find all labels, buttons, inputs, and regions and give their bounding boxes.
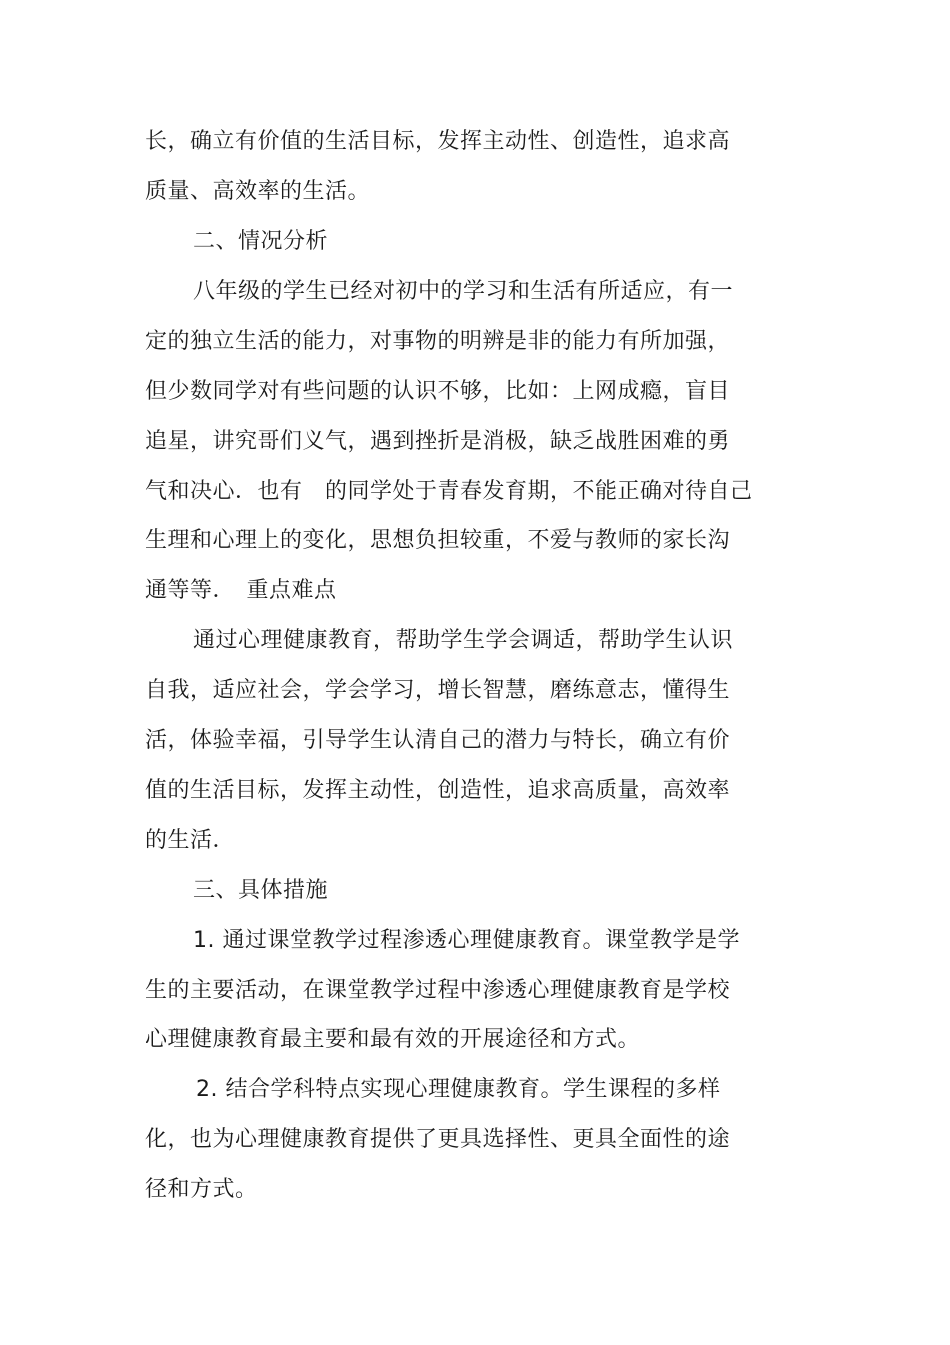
section-heading: 三、具体措施 [193,878,329,903]
paragraph-line: 化，也为心理健康教育提供了更具选择性、更具全面性的途 [145,1127,731,1152]
paragraph-line: 1. 通过课堂教学过程渗透心理健康教育。课堂教学是学 [193,928,740,953]
paragraph-line: 八年级的学生已经对初中的学习和生活有所适应，有一 [193,279,734,304]
paragraph-line: 2. 结合学科特点实现心理健康教育。学生课程的多样 [196,1077,721,1102]
paragraph-line: 的生活． [145,828,236,853]
paragraph-line: 质量、高效率的生活。 [145,179,371,204]
paragraph-line: 通等等． 重点难点 [145,578,337,603]
paragraph-line: 追星，讲究哥们义气，遇到挫折是消极，缺乏战胜困难的勇 [145,429,731,454]
paragraph-line: 心理健康教育最主要和最有效的开展途径和方式。 [145,1027,641,1052]
paragraph-line: 通过心理健康教育，帮助学生学会调适，帮助学生认识 [193,628,734,653]
paragraph-line: 值的生活目标，发挥主动性，创造性，追求高质量，高效率 [145,778,731,803]
paragraph-line: 但少数同学对有些问题的认识不够，比如：上网成瘾，盲目 [145,379,731,404]
paragraph-line: 自我，适应社会，学会学习，增长智慧，磨练意志，懂得生 [145,678,731,703]
paragraph-line: 气和决心．也有 的同学处于青春发育期，不能正确对待自己 [145,479,753,504]
paragraph-line: 生的主要活动，在课堂教学过程中渗透心理健康教育是学校 [145,978,731,1003]
paragraph-line: 活，体验幸福，引导学生认清自己的潜力与特长，确立有价 [145,728,731,753]
paragraph-line: 长，确立有价值的生活目标，发挥主动性、创造性，追求高 [145,129,731,154]
paragraph-line: 生理和心理上的变化，思想负担较重，不爱与教师的家长沟 [145,528,731,553]
paragraph-line: 径和方式。 [145,1177,258,1202]
section-heading: 二、情况分析 [193,229,329,254]
paragraph-line: 定的独立生活的能力，对事物的明辨是非的能力有所加强， [145,329,731,354]
